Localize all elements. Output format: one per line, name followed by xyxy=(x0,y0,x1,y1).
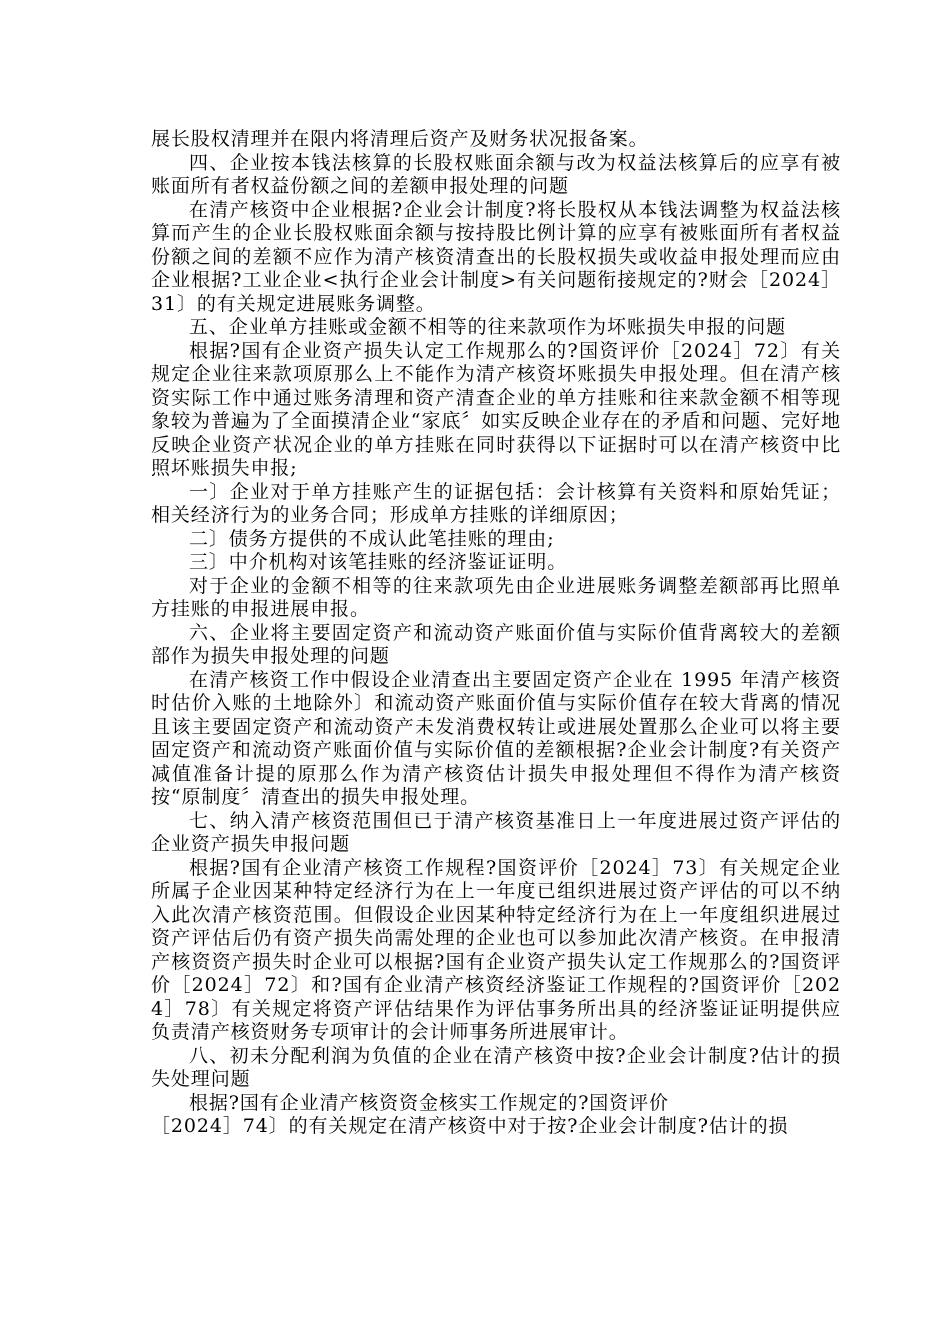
section-heading-8: 八、初未分配利润为负值的企业在清产核资中按?企业会计制度?估计的损失处理问题 xyxy=(151,1044,841,1090)
paragraph-16: ［2024］74〕的有关规定在清产核资中对于按?企业会计制度?估计的损 xyxy=(151,1115,789,1137)
section-heading-7: 七、纳入清产核资范围但已于清产核资基准日上一年度进展过资产评估的企业资产损失申报问题 xyxy=(151,809,841,855)
list-item-3: 三〕中介机构对该笔挂账的经济鉴证证明。 xyxy=(189,551,568,573)
list-item-2: 二〕债务方提供的不成认此笔挂账的理由; xyxy=(189,527,555,550)
paragraph-15: 根据?国有企业清产核资资金核实工作规定的?国资评价 xyxy=(189,1091,669,1114)
document-page xyxy=(151,128,841,1139)
paragraph-5: 根据?国有企业资产损失认定工作规那么的?国资评价［2024］72〕有关规定企业往来款项原那么上不能作为清产核资坏账损失申报处理。但在清产核资实际工作中通过账务清理和资产清查企业的单方挂账和往来款金额不相等现象较为普遍为了全面摸清企业“家底〞如实反映企业存在的矛盾和问题、完好地反映企业资产状况企业的单方挂账在同时获得以下证据时可以在清产核资中比照坏账损失申报; xyxy=(151,339,841,479)
paragraph-1: 展长股权清理并在限内将清理后资产及财务状况报备案。 xyxy=(151,128,649,150)
paragraph-13: 根据?国有企业清产核资工作规程?国资评价［2024］73〕有关规定企业所属子企业因某种特定经济行为在上一年度已组织进展过资产评估的可以不纳入此次清产核资范围。但假设企业因某种特定经济行为在上一年度组织进展过资产评估后仍有资产损失尚需处理的企业也可以参加此次清产核资。在申报清产核资资产损失时企业可以根据?国有企业资产损失认定工作规那么的?国资评价［2024］72〕和?国有企业清产核资经济鉴证工作规程的?国资评价［2024］78〕有关规定将资产评估结果作为评估事务所出具的经济鉴证证明提供应负责清产核资财务专项审计的会计师事务所进展审计。 xyxy=(151,856,841,1043)
section-heading-4: 四、企业按本钱法核算的长股权账面余额与改为权益法核算后的应享有被账面所有者权益份额之间的差额申报处理的问题 xyxy=(151,151,841,197)
paragraph-3: 在清产核资中企业根据?企业会计制度?将长股权从本钱法调整为权益法核算而产生的企业长股权账面余额与按持股比例计算的应享有被账面所有者权益份额之间的差额不应作为清产核资清查出的长股权损失或收益申报处理而应由企业根据?工业企业<执行企业会计制度>有关问题衔接规定的?财会［2024］31〕的有关规定进展账务调整。 xyxy=(151,198,841,315)
paragraph-11: 在清产核资工作中假设企业清查出主要固定资产企业在 1995 年清产核资时估价入账的土地除外〕和流动资产账面价值与实际价值存在较大背离的情况且该主要固定资产和流动资产未发消费权转让或进展处置那么企业可以将主要固定资产和流动资产账面价值与实际价值的差额根据?企业会计制度?有关资产减值准备计提的原那么作为清产核资估计损失申报处理但不得作为清产核资按“原制度〞清查出的损失申报处理。 xyxy=(151,668,841,808)
section-heading-5: 五、企业单方挂账或金额不相等的往来款项作为坏账损失申报的问题 xyxy=(189,316,787,338)
list-item-1: 一〕企业对于单方挂账产生的证据包括：会计核算有关资料和原始凭证；相关经济行为的业务合同；形成单方挂账的详细原因； xyxy=(151,480,841,526)
section-heading-6: 六、企业将主要固定资产和流动资产账面价值与实际价值背离较大的差额部作为损失申报处理的问题 xyxy=(151,621,841,667)
paragraph-9: 对于企业的金额不相等的往来款项先由企业进展账务调整差额部再比照单方挂账的申报进展申报。 xyxy=(151,574,841,620)
